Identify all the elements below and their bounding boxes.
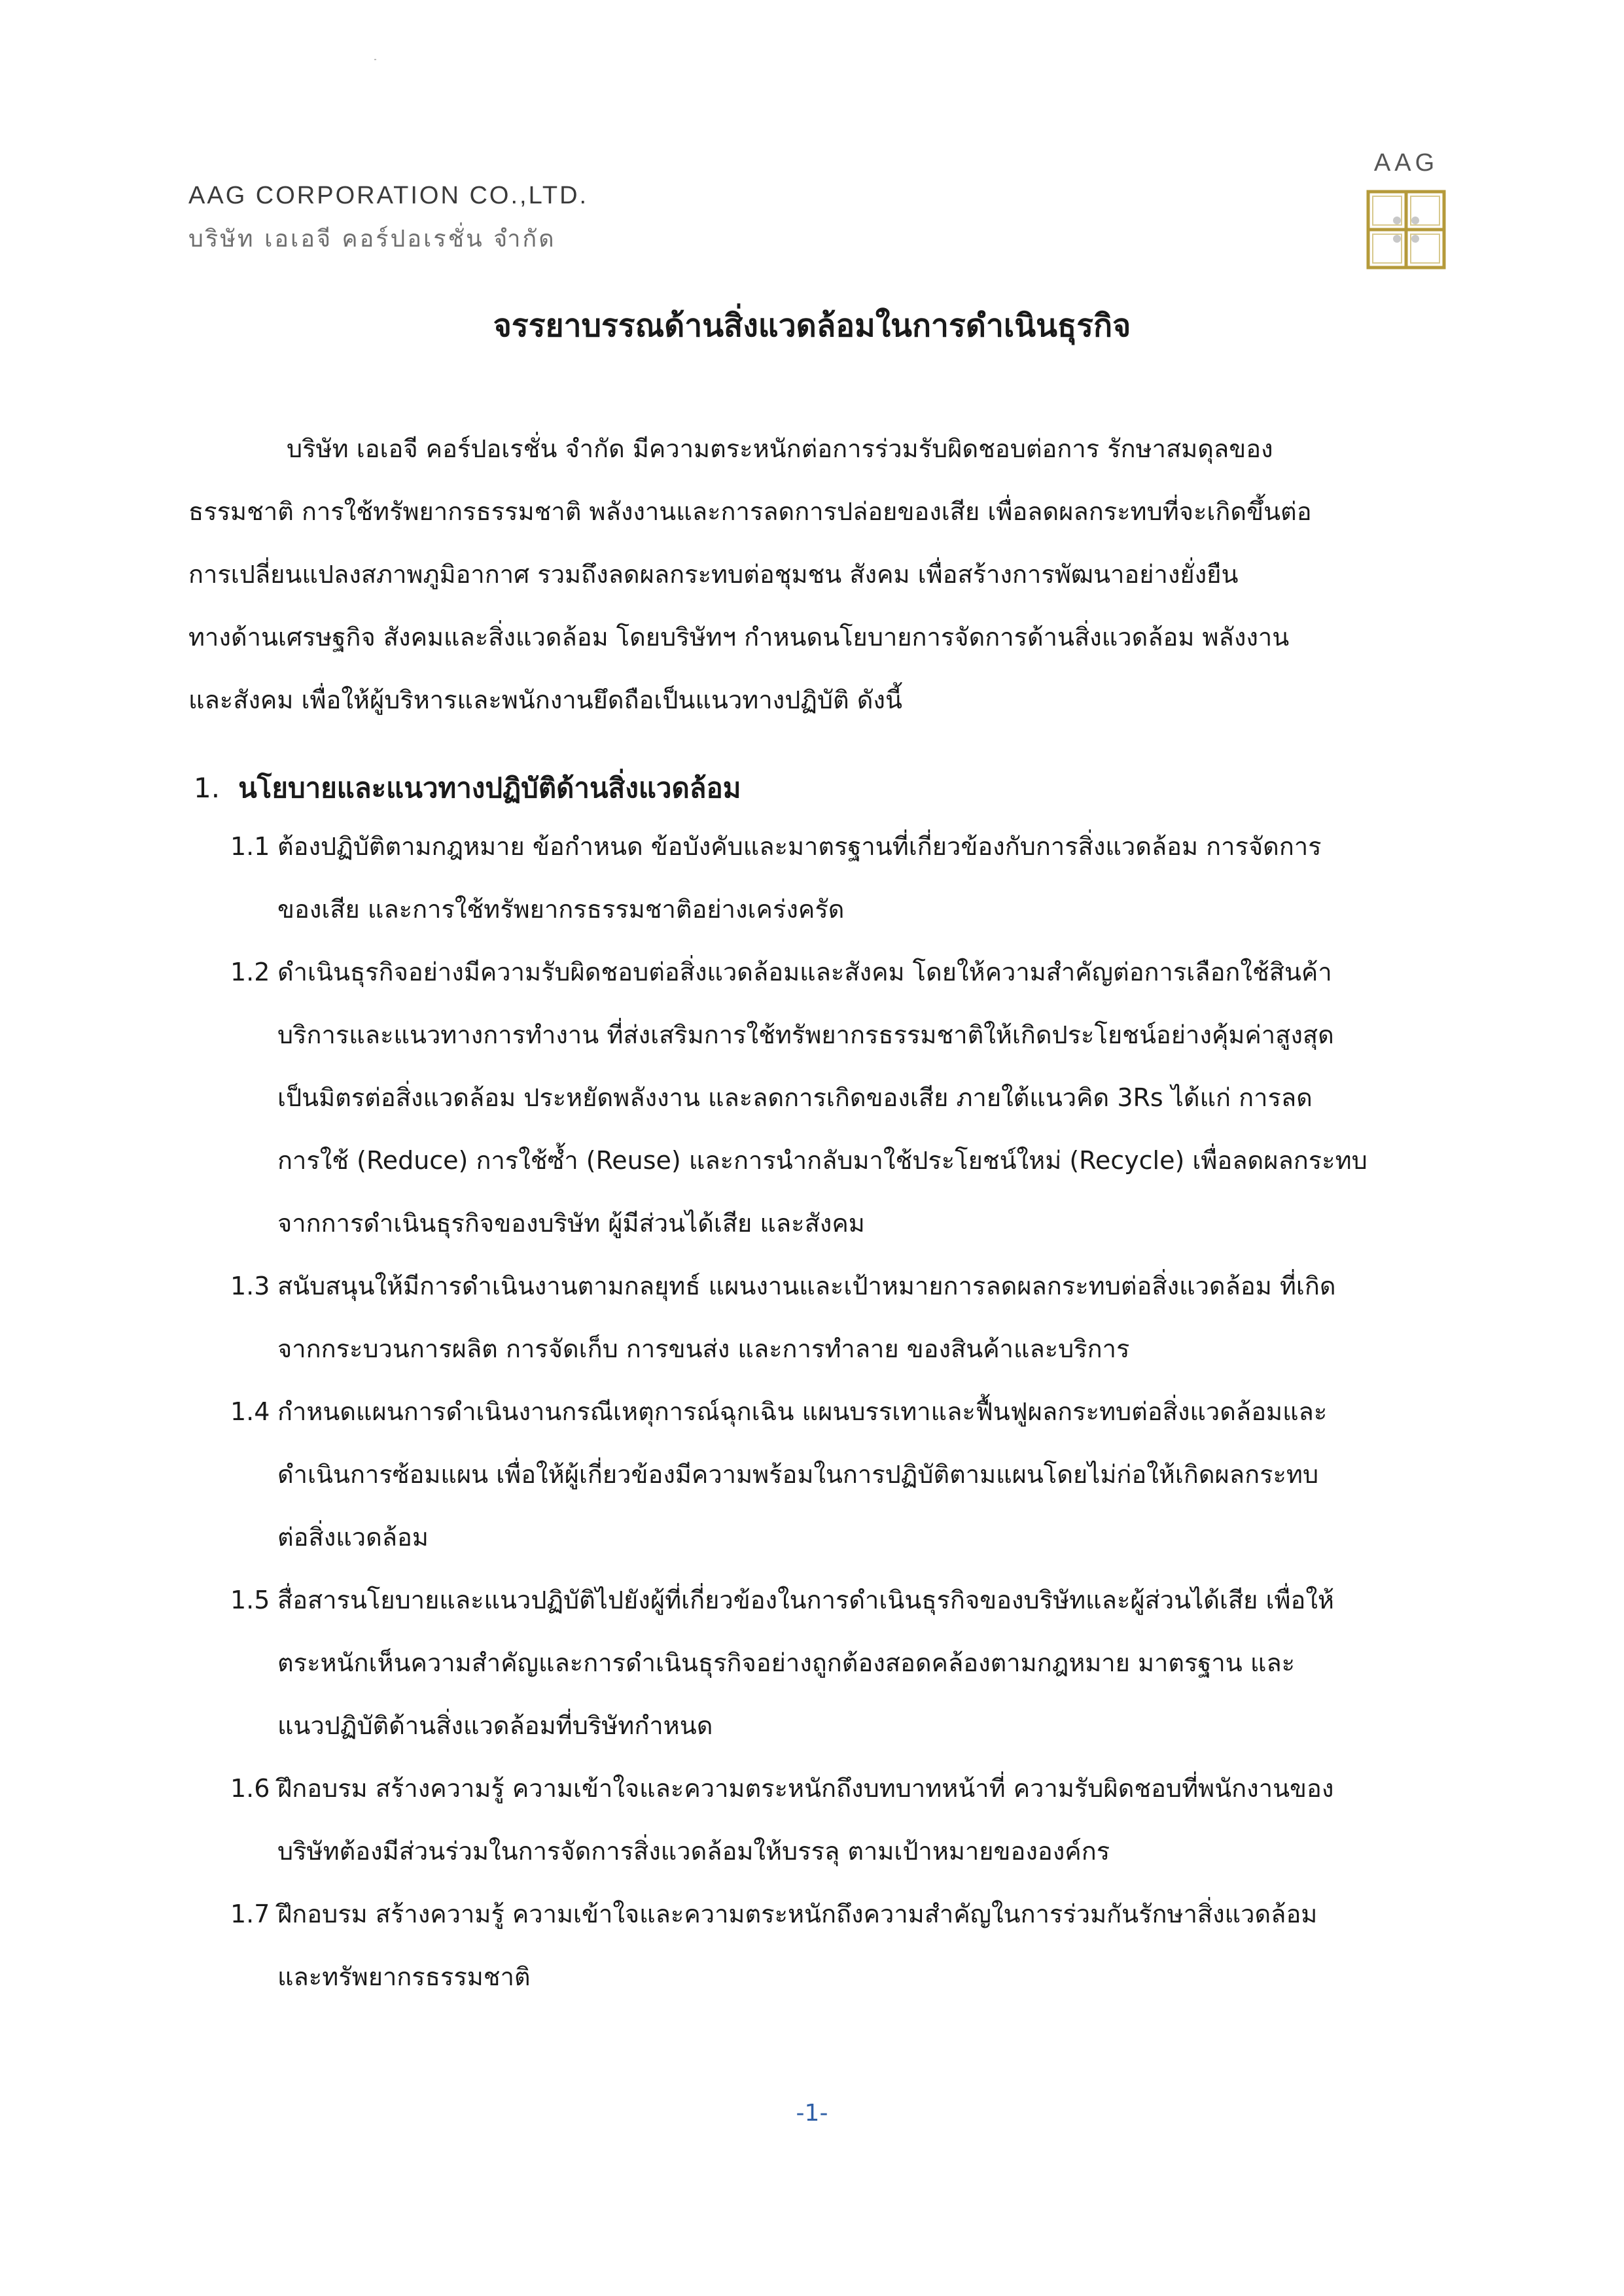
policy-item-line: จากการดำเนินธุรกิจของบริษัท ผู้มีส่วนได้เสีย และสังคม xyxy=(277,1209,865,1238)
policy-item xyxy=(230,1255,1474,1380)
intro-line: บริษัท เอเอจี คอร์ปอเรชั่น จำกัด มีความตระหนักต่อการร่วมรับผิดชอบต่อการ รักษาสมดุลของ xyxy=(287,434,1273,463)
company-name-english: AAG CORPORATION CO.,LTD. xyxy=(188,182,589,209)
intro-line: การเปลี่ยนแปลงสภาพภูมิอากาศ รวมถึงลดผลกระทบต่อชุมชน สังคม เพื่อสร้างการพัฒนาอย่างยั่งยืน xyxy=(188,560,1239,589)
policy-item xyxy=(230,1883,1474,2008)
four-square-grid-logo-icon xyxy=(1366,190,1446,270)
policy-item-line: จากกระบวนการผลิต การจัดเก็บ การขนส่ง และการทำลาย ของสินค้าและบริการ xyxy=(277,1334,1130,1363)
company-name-thai: บริษัท เอเอจี คอร์ปอเรชั่น จำกัด xyxy=(188,226,556,252)
policy-item-line: การใช้ (Reduce) การใช้ซ้ำ (Reuse) และการนำกลับมาใช้ประโยชน์ใหม่ (Recycle) เพื่อลดผลกระทบ xyxy=(277,1146,1368,1175)
policy-item-line: ฝึกอบรม สร้างความรู้ ความเข้าใจและความตระหนักถึงความสำคัญในการร่วมกันรักษาสิ่งแวดล้อม xyxy=(277,1900,1318,1928)
policy-item-line: ดำเนินธุรกิจอย่างมีความรับผิดชอบต่อสิ่งแวดล้อมและสังคม โดยให้ความสำคัญต่อการเลือกใช้สินค้า xyxy=(277,958,1332,986)
policy-item-line: แนวปฏิบัติด้านสิ่งแวดล้อมที่บริษัทกำหนด xyxy=(277,1711,713,1740)
policy-item-number: 1.5 xyxy=(230,1586,270,1614)
policy-item-line: สื่อสารนโยบายและแนวปฏิบัติไปยังผู้ที่เกี่ยวข้องในการดำเนินธุรกิจของบริษัทและผู้ส่วนได้เสีย เพื่อให้ xyxy=(277,1586,1334,1614)
policy-item xyxy=(230,1569,1474,1757)
policy-item-list xyxy=(230,815,1474,2008)
intro-line: และสังคม เพื่อให้ผู้บริหารและพนักงานยึดถือเป็นแนวทางปฏิบัติ ดังนี้ xyxy=(188,686,902,714)
policy-item xyxy=(230,1757,1474,1883)
policy-item-line: และทรัพยากรธรรมชาติ xyxy=(277,1962,531,1991)
policy-item-line: ฝึกอบรม สร้างความรู้ ความเข้าใจและความตระหนักถึงบทบาทหน้าที่ ความรับผิดชอบที่พนักงานของ xyxy=(277,1774,1334,1803)
section-number: 1. xyxy=(194,772,221,804)
page-number: -1- xyxy=(796,2100,828,2127)
policy-item-number: 1.1 xyxy=(230,832,270,861)
policy-item-line: ของเสีย และการใช้ทรัพยากรธรรมชาติอย่างเคร่งครัด xyxy=(277,895,845,924)
policy-item-line: เป็นมิตรต่อสิ่งแวดล้อม ประหยัดพลังงาน และลดการเกิดของเสีย ภายใต้แนวคิด 3Rs ได้แก่ การลด xyxy=(277,1083,1313,1112)
intro-line: ทางด้านเศรษฐกิจ สังคมและสิ่งแวดล้อม โดยบริษัทฯ กำหนดนโยบายการจัดการด้านสิ่งแวดล้อม พลังงาน xyxy=(188,623,1290,652)
policy-item-line: ตระหนักเห็นความสำคัญและการดำเนินธุรกิจอย่างถูกต้องสอดคล้องตามกฎหมาย มาตรฐาน และ xyxy=(277,1648,1296,1677)
policy-item-line: ดำเนินการซ้อมแผน เพื่อให้ผู้เกี่ยวข้องมีความพร้อมในการปฏิบัติตามแผนโดยไม่ก่อให้เกิดผลกระทบ xyxy=(277,1460,1319,1489)
policy-item-line: บริการและแนวทางการทำงาน ที่ส่งเสริมการใช้ทรัพยากรธรรมชาติให้เกิดประโยชน์อย่างคุ้มค่าสูงสุด xyxy=(277,1020,1334,1049)
section-heading-text: นโยบายและแนวทางปฏิบัติด้านสิ่งแวดล้อม xyxy=(238,772,741,804)
logo-text: AAG xyxy=(1373,149,1439,177)
policy-item-line: ต้องปฏิบัติตามกฎหมาย ข้อกำหนด ข้อบังคับและมาตรฐานที่เกี่ยวข้องกับการสิ่งแวดล้อม การจัดการ xyxy=(277,832,1322,861)
intro-line: ธรรมชาติ การใช้ทรัพยากรธรรมชาติ พลังงานและการลดการปล่อยของเสีย เพื่อลดผลกระทบที่จะเกิดขึ้นต่อ xyxy=(188,497,1312,526)
company-logo xyxy=(1364,149,1449,273)
scan-speck xyxy=(374,59,376,60)
policy-item xyxy=(230,1380,1474,1569)
intro-paragraph xyxy=(188,417,1471,731)
policy-item-number: 1.2 xyxy=(230,958,270,986)
policy-item xyxy=(230,815,1474,941)
policy-item-number: 1.6 xyxy=(230,1774,270,1803)
policy-item-number: 1.4 xyxy=(230,1397,270,1426)
policy-item-line: บริษัทต้องมีส่วนร่วมในการจัดการสิ่งแวดล้อมให้บรรลุ ตามเป้าหมายขององค์กร xyxy=(277,1837,1110,1866)
policy-item-number: 1.3 xyxy=(230,1272,270,1300)
document-title: จรรยาบรรณด้านสิ่งแวดล้อมในการดำเนินธุรกิจ xyxy=(493,307,1131,344)
policy-item-number: 1.7 xyxy=(230,1900,270,1928)
policy-item-line: กำหนดแผนการดำเนินงานกรณีเหตุการณ์ฉุกเฉิน แผนบรรเทาและฟื้นฟูผลกระทบต่อสิ่งแวดล้อมและ xyxy=(277,1397,1328,1426)
section-heading xyxy=(194,767,741,810)
policy-item-line: ต่อสิ่งแวดล้อม xyxy=(277,1523,429,1552)
policy-item xyxy=(230,941,1474,1255)
policy-item-line: สนับสนุนให้มีการดำเนินงานตามกลยุทธ์ แผนงานและเป้าหมายการลดผลกระทบต่อสิ่งแวดล้อม ที่เกิด xyxy=(277,1272,1336,1300)
